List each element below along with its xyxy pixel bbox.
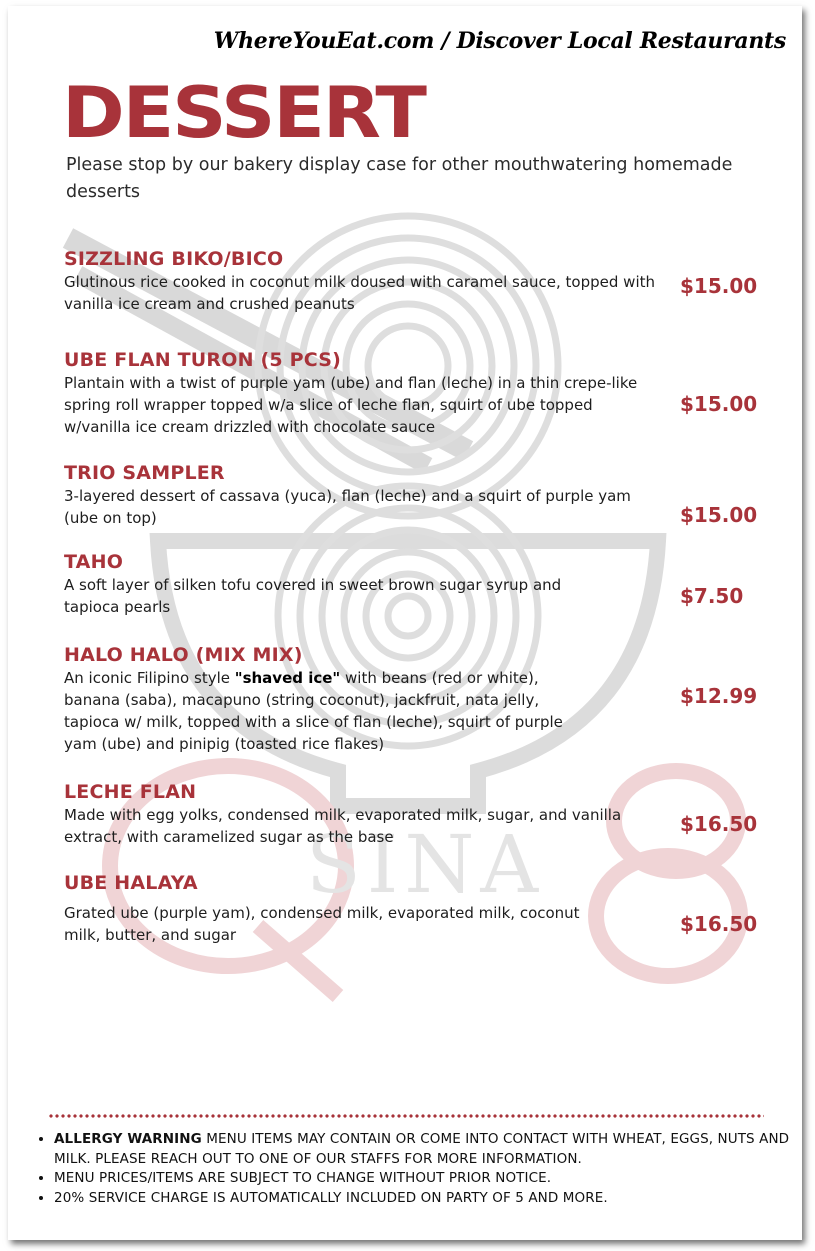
item-price: $16.50 <box>680 912 758 936</box>
menu-item <box>64 551 784 618</box>
note-text: 20% SERVICE CHARGE IS AUTOMATICALLY INCLUDED ON PARTY OF 5 AND MORE. <box>54 1189 608 1206</box>
item-description-part: with beans (red or white), banana (saba), macapuno (string coconut), jackfruit, nata jelly, tapioca w/ milk, topped with a slice of flan (leche), squirt of purple yam (ube) and pinipig (toasted rice flakes) <box>64 669 563 753</box>
note-bold: ALLERGY WARNING <box>54 1131 202 1147</box>
note-item <box>54 1130 802 1169</box>
item-name: UBE HALAYA <box>64 872 198 894</box>
item-description: 3-layered dessert of cassava (yuca), flan (leche) and a squirt of purple yam (ube on top) <box>64 487 631 527</box>
menu-item <box>64 349 784 438</box>
item-name: TRIO SAMPLER <box>64 462 225 484</box>
menu-item <box>64 781 784 848</box>
item-name: TAHO <box>64 551 124 573</box>
item-price: $12.99 <box>680 684 758 708</box>
item-description: Made with egg yolks, condensed milk, evaporated milk, sugar, and vanilla extract, with caramelized sugar as the base <box>64 806 622 846</box>
notes-list <box>34 1130 802 1208</box>
item-description <box>64 667 594 755</box>
item-description: Glutinous rice cooked in coconut milk doused with caramel sauce, topped with vanilla ice cream and crushed peanuts <box>64 273 655 313</box>
item-description: Grated ube (purple yam), condensed milk, evaporated milk, coconut milk, butter, and sugar <box>64 904 580 944</box>
item-price: $16.50 <box>680 812 758 836</box>
note-text: MENU ITEMS MAY CONTAIN OR COME INTO CONTACT WITH WHEAT, EGGS, NUTS AND MILK. PLEASE REACH OUT TO ONE OF OUR STAFFS FOR MORE INFORMATION. <box>54 1131 790 1167</box>
item-name: SIZZLING BIKO/BICO <box>64 248 284 270</box>
menu-page <box>8 6 802 1240</box>
item-price: $15.00 <box>680 274 758 298</box>
dotted-divider <box>48 1114 764 1118</box>
menu-item <box>64 248 784 315</box>
item-price: $7.50 <box>680 584 744 608</box>
item-description-part: An iconic Filipino style <box>64 669 235 687</box>
page-title: DESSERT <box>62 72 425 154</box>
item-price: $15.00 <box>680 503 758 527</box>
menu-item <box>64 872 784 946</box>
watermark-text: SINA <box>306 818 545 911</box>
item-description: Plantain with a twist of purple yam (ube) and flan (leche) in a thin crepe-like spring roll wrapper topped w/a slice of leche flan, squirt of ube topped w/vanilla ice cream drizzled with chocolate sauce <box>64 374 638 436</box>
note-text: MENU PRICES/ITEMS ARE SUBJECT TO CHANGE WITHOUT PRIOR NOTICE. <box>54 1170 552 1186</box>
note-item <box>54 1189 802 1209</box>
item-name: LECHE FLAN <box>64 781 197 803</box>
menu-item <box>64 644 784 755</box>
menu-item <box>64 462 784 529</box>
item-name: UBE FLAN TURON (5 PCS) <box>64 349 342 371</box>
item-description: A soft layer of silken tofu covered in sweet brown sugar syrup and tapioca pearls <box>64 576 562 616</box>
page-subtitle: Please stop by our bakery display case for other mouthwatering homemade desserts <box>66 155 733 202</box>
item-description-bold: "shaved ice" <box>234 669 341 687</box>
site-title: WhereYouEat.com / Discover Local Restaurants <box>213 28 786 54</box>
item-price: $15.00 <box>680 392 758 416</box>
note-item <box>54 1169 802 1189</box>
item-name: HALO HALO (MIX MIX) <box>64 644 303 666</box>
